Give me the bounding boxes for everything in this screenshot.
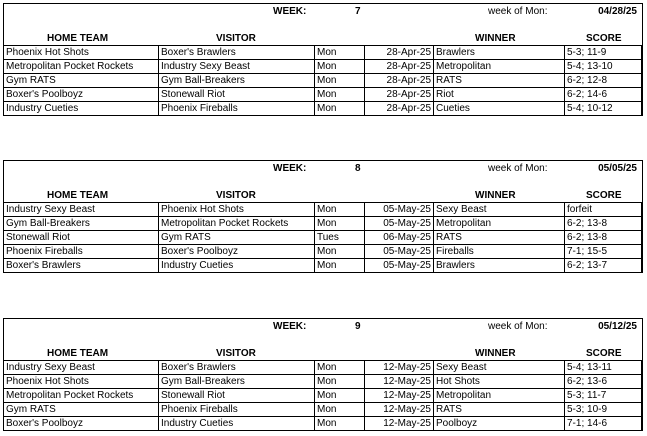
- table-row: [4, 102, 642, 116]
- home-team-cell: Industry Sexy Beast: [4, 203, 159, 217]
- week-of-label: week of Mon:: [488, 321, 548, 332]
- week-of-label: week of Mon:: [488, 163, 548, 174]
- date-cell: 12-May-25: [365, 389, 434, 403]
- home-team-cell: Gym RATS: [4, 74, 159, 88]
- table-row: [4, 60, 642, 74]
- visitor-cell: Stonewall Riot: [159, 389, 315, 403]
- day-cell: Mon: [315, 361, 365, 375]
- week-date: 05/05/25: [598, 163, 637, 174]
- home-team-cell: Industry Cueties: [4, 102, 159, 116]
- table-row: [4, 217, 642, 231]
- home-team-cell: Phoenix Hot Shots: [4, 46, 159, 60]
- date-cell: 12-May-25: [365, 403, 434, 417]
- date-cell: 12-May-25: [365, 361, 434, 375]
- day-cell: Mon: [315, 245, 365, 259]
- winner-header: WINNER: [475, 190, 516, 201]
- games-table: [3, 360, 642, 431]
- visitor-cell: Industry Cueties: [159, 417, 315, 431]
- winner-cell: Metropolitan: [434, 389, 565, 403]
- home-team-cell: Gym Ball-Breakers: [4, 217, 159, 231]
- date-cell: 05-May-25: [365, 259, 434, 273]
- date-cell: 28-Apr-25: [365, 88, 434, 102]
- table-row: [4, 389, 642, 403]
- winner-cell: Brawlers: [434, 259, 565, 273]
- date-cell: 05-May-25: [365, 217, 434, 231]
- week-block-7: [3, 3, 643, 121]
- score-header: SCORE: [586, 33, 622, 44]
- winner-cell: RATS: [434, 231, 565, 245]
- table-row: [4, 417, 642, 431]
- score-cell: 7-1; 14-6: [565, 417, 642, 431]
- score-cell: 5-4; 13-11: [565, 361, 642, 375]
- score-cell: 6-2; 13-7: [565, 259, 642, 273]
- score-cell: 5-4; 10-12: [565, 102, 642, 116]
- table-row: [4, 74, 642, 88]
- winner-cell: Brawlers: [434, 46, 565, 60]
- winner-header: WINNER: [475, 348, 516, 359]
- visitor-cell: Boxer's Poolboyz: [159, 245, 315, 259]
- week-date: 04/28/25: [598, 6, 637, 17]
- visitor-cell: Gym Ball-Breakers: [159, 74, 315, 88]
- table-row: [4, 88, 642, 102]
- week-number: 8: [355, 163, 361, 174]
- score-cell: forfeit: [565, 203, 642, 217]
- day-cell: Mon: [315, 88, 365, 102]
- day-cell: Mon: [315, 217, 365, 231]
- day-cell: Mon: [315, 203, 365, 217]
- visitor-cell: Gym Ball-Breakers: [159, 375, 315, 389]
- visitor-cell: Industry Sexy Beast: [159, 60, 315, 74]
- table-row: [4, 375, 642, 389]
- home-team-header: HOME TEAM: [47, 190, 109, 201]
- score-cell: 6-2; 14-6: [565, 88, 642, 102]
- winner-cell: Sexy Beast: [434, 203, 565, 217]
- week-of-label: week of Mon:: [488, 6, 548, 17]
- home-team-cell: Stonewall Riot: [4, 231, 159, 245]
- table-row: [4, 203, 642, 217]
- visitor-cell: Industry Cueties: [159, 259, 315, 273]
- table-row: [4, 245, 642, 259]
- score-cell: 7-1; 15-5: [565, 245, 642, 259]
- score-cell: 6-2; 12-8: [565, 74, 642, 88]
- home-team-cell: Phoenix Hot Shots: [4, 375, 159, 389]
- winner-cell: RATS: [434, 74, 565, 88]
- date-cell: 28-Apr-25: [365, 46, 434, 60]
- winner-cell: Poolboyz: [434, 417, 565, 431]
- week-label: WEEK:: [273, 321, 307, 332]
- day-cell: Mon: [315, 417, 365, 431]
- week-label: WEEK:: [273, 163, 307, 174]
- day-cell: Mon: [315, 375, 365, 389]
- score-header: SCORE: [586, 348, 622, 359]
- day-cell: Mon: [315, 60, 365, 74]
- date-cell: 28-Apr-25: [365, 60, 434, 74]
- table-row: [4, 361, 642, 375]
- date-cell: 05-May-25: [365, 203, 434, 217]
- day-cell: Mon: [315, 259, 365, 273]
- winner-cell: Metropolitan: [434, 217, 565, 231]
- week-number: 9: [355, 321, 361, 332]
- day-cell: Mon: [315, 389, 365, 403]
- day-cell: Mon: [315, 74, 365, 88]
- winner-header: WINNER: [475, 33, 516, 44]
- score-cell: 6-2; 13-6: [565, 375, 642, 389]
- table-row: [4, 403, 642, 417]
- home-team-cell: Metropolitan Pocket Rockets: [4, 60, 159, 74]
- home-team-cell: Metropolitan Pocket Rockets: [4, 389, 159, 403]
- home-team-header: HOME TEAM: [47, 33, 109, 44]
- table-row: [4, 259, 642, 273]
- winner-cell: Sexy Beast: [434, 361, 565, 375]
- visitor-cell: Stonewall Riot: [159, 88, 315, 102]
- winner-cell: Metropolitan: [434, 60, 565, 74]
- visitor-header: VISITOR: [216, 190, 256, 201]
- score-cell: 5-3; 11-9: [565, 46, 642, 60]
- home-team-cell: Industry Sexy Beast: [4, 361, 159, 375]
- winner-cell: Fireballs: [434, 245, 565, 259]
- date-cell: 05-May-25: [365, 245, 434, 259]
- home-team-header: HOME TEAM: [47, 348, 109, 359]
- score-cell: 6-2; 13-8: [565, 231, 642, 245]
- home-team-cell: Boxer's Poolboyz: [4, 417, 159, 431]
- score-cell: 5-3; 10-9: [565, 403, 642, 417]
- winner-cell: Cueties: [434, 102, 565, 116]
- winner-cell: Riot: [434, 88, 565, 102]
- winner-cell: Hot Shots: [434, 375, 565, 389]
- day-cell: Tues: [315, 231, 365, 245]
- home-team-cell: Gym RATS: [4, 403, 159, 417]
- visitor-cell: Metropolitan Pocket Rockets: [159, 217, 315, 231]
- visitor-header: VISITOR: [216, 33, 256, 44]
- day-cell: Mon: [315, 46, 365, 60]
- games-table: [3, 202, 642, 273]
- winner-cell: RATS: [434, 403, 565, 417]
- home-team-cell: Boxer's Poolboyz: [4, 88, 159, 102]
- date-cell: 12-May-25: [365, 417, 434, 431]
- home-team-cell: Boxer's Brawlers: [4, 259, 159, 273]
- visitor-cell: Phoenix Fireballs: [159, 403, 315, 417]
- visitor-cell: Boxer's Brawlers: [159, 361, 315, 375]
- date-cell: 12-May-25: [365, 375, 434, 389]
- week-block-9: [3, 318, 643, 436]
- week-number: 7: [355, 6, 361, 17]
- visitor-header: VISITOR: [216, 348, 256, 359]
- table-row: [4, 231, 642, 245]
- visitor-cell: Boxer's Brawlers: [159, 46, 315, 60]
- visitor-cell: Phoenix Fireballs: [159, 102, 315, 116]
- score-cell: 5-4; 13-10: [565, 60, 642, 74]
- week-label: WEEK:: [273, 6, 307, 17]
- visitor-cell: Gym RATS: [159, 231, 315, 245]
- day-cell: Mon: [315, 403, 365, 417]
- day-cell: Mon: [315, 102, 365, 116]
- score-cell: 6-2; 13-8: [565, 217, 642, 231]
- visitor-cell: Phoenix Hot Shots: [159, 203, 315, 217]
- week-date: 05/12/25: [598, 321, 637, 332]
- week-block-8: [3, 160, 643, 278]
- score-cell: 5-3; 11-7: [565, 389, 642, 403]
- date-cell: 06-May-25: [365, 231, 434, 245]
- date-cell: 28-Apr-25: [365, 102, 434, 116]
- table-row: [4, 46, 642, 60]
- home-team-cell: Phoenix Fireballs: [4, 245, 159, 259]
- games-table: [3, 45, 642, 116]
- date-cell: 28-Apr-25: [365, 74, 434, 88]
- score-header: SCORE: [586, 190, 622, 201]
